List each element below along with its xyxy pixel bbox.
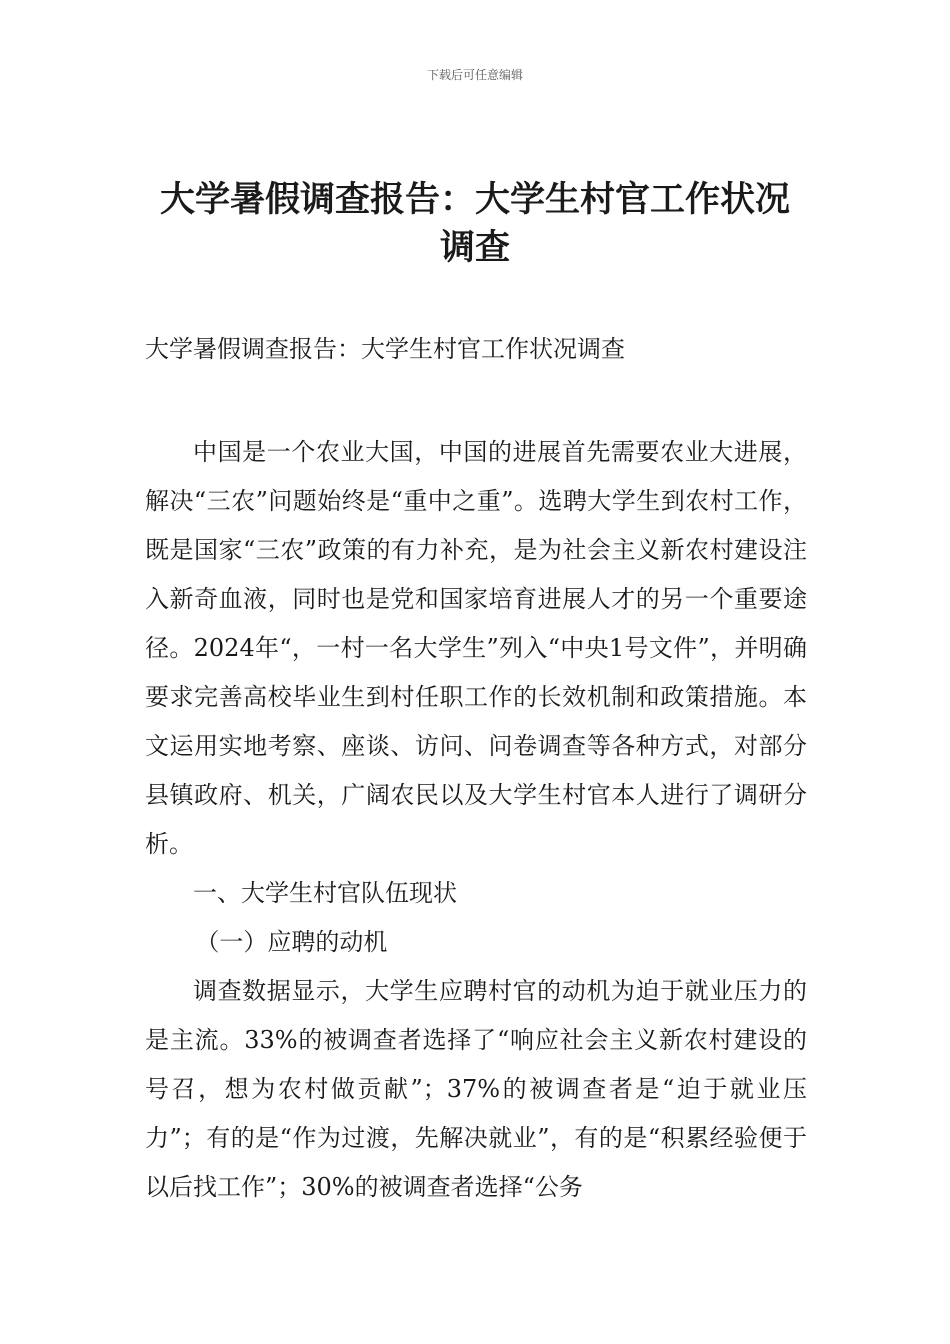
document-title: 大学暑假调查报告：大学生村官工作状况调查 — [159, 180, 790, 268]
section-heading: 一、大学生村官队伍现状 — [193, 879, 457, 907]
page-header-note: 下载后可任意编辑 — [426, 68, 523, 82]
body-paragraph: 调查数据显示，大学生应聘村官的动机为迫于就业压力的是主流。33%的被调查者选择了“响应社会主义新农村建设的号召，想为农村做贡献”；37%的被调查者是“迫于就业压力”；有的是“作为过渡，先解决就业”，有的是“积累经验便于以后找工作”；30%的被调查者选择“公务 — [145, 977, 807, 1201]
intro-paragraph: 中国是一个农业大国，中国的进展首先需要农业大进展，解决“三农”问题始终是“重中之重”。选聘大学生到农村工作，既是国家“三农”政策的有力补充，是为社会主义新农村建设注入新奇血液，同时也是党和国家培育进展人才的另一个重要途径。2024年“，一村一名大学生”列入“中央1号文件”，并明确要求完善高校毕业生到村任职工作的长效机制和政策措施。本文运用实地考察、座谈、访问、问卷调查等各种方式，对部分县镇政府、机关，广阔农民以及大学生村官本人进行了调研分析。 — [145, 438, 807, 858]
document-subtitle: 大学暑假调查报告：大学生村官工作状况调查 — [145, 335, 625, 363]
document-body — [145, 428, 807, 1212]
subsection-heading: （一）应聘的动机 — [195, 928, 388, 956]
